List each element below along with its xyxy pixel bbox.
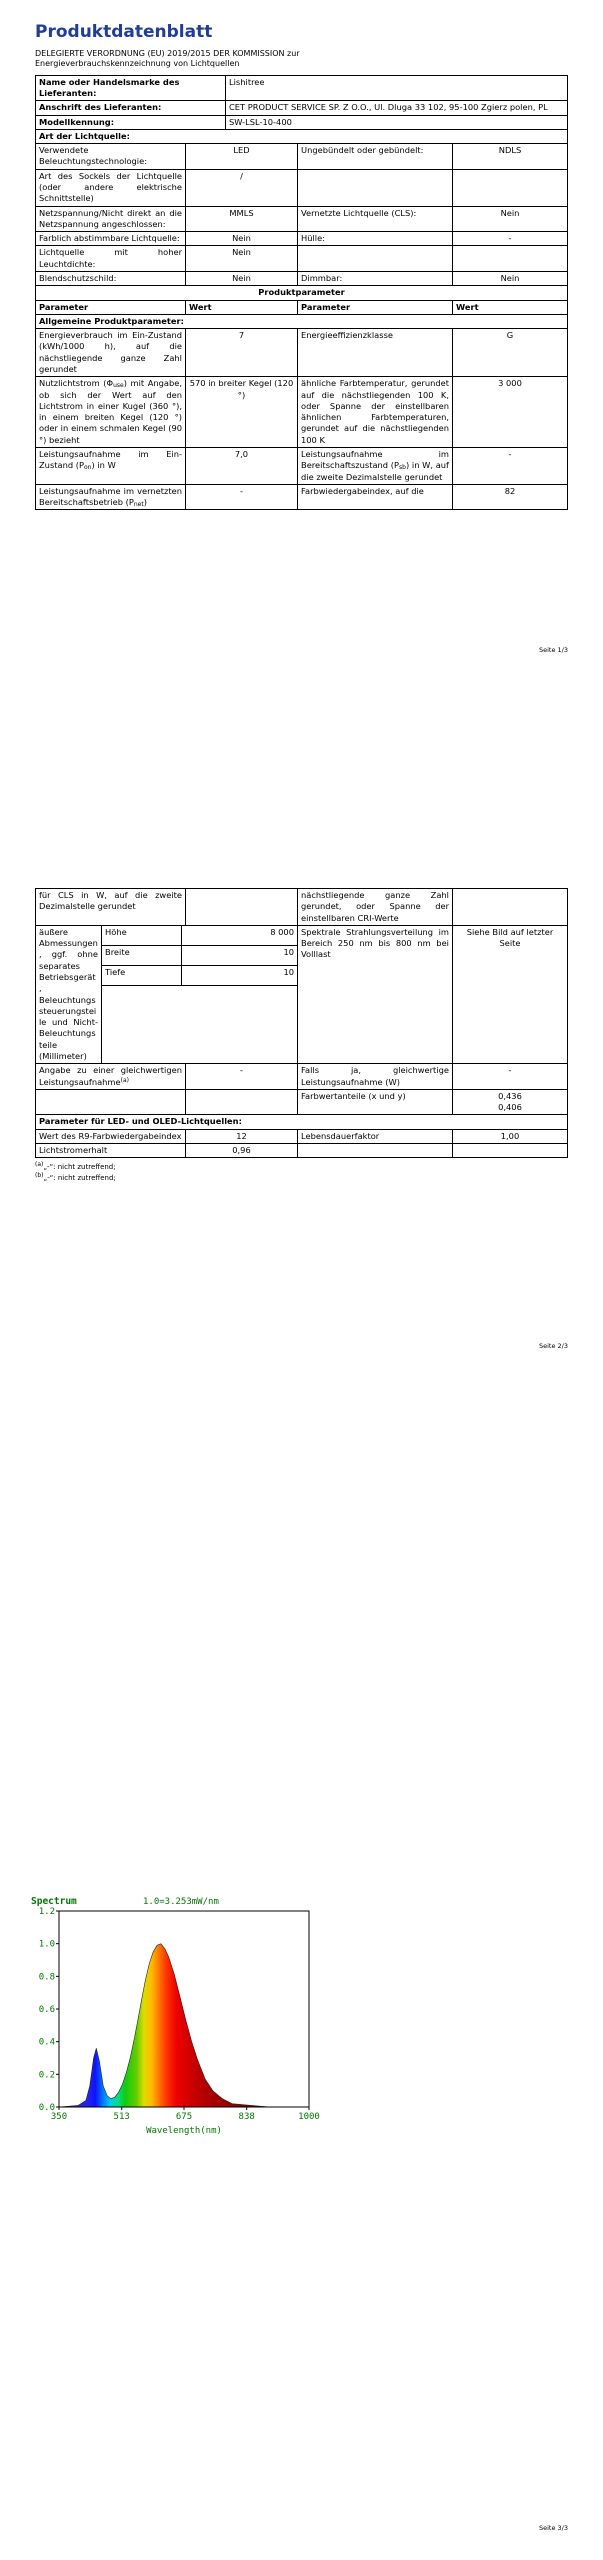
table-row (36, 115, 568, 129)
table-row (36, 1129, 568, 1143)
chromaticity-x: 0,436 (498, 1090, 522, 1101)
cri-value: 82 (453, 484, 568, 510)
model-label: Modellkennung: (36, 115, 226, 129)
equivalent-power-w-label: Falls ja, gleichwertige Leistungsaufnahme (W) (298, 1064, 453, 1090)
led-oled-header: Parameter für LED- und OLED-Lichtquellen: (36, 1115, 568, 1129)
empty-cell (186, 1089, 298, 1115)
x-axis-label: Wavelength(nm) (146, 2126, 222, 2136)
envelope-label: Hülle: (298, 232, 453, 246)
dimmable-label: Dimmbar: (298, 272, 453, 286)
chromaticity-y: 0,406 (498, 1102, 522, 1113)
empty-cell (298, 246, 453, 272)
chromaticity-value (453, 1089, 568, 1115)
svg-text:675: 675 (175, 2112, 193, 2122)
r9-index-label: Wert des R9-Farbwiedergabeindex (36, 1129, 186, 1143)
svg-text:513: 513 (113, 2112, 130, 2122)
table-row (36, 1143, 568, 1157)
spectral-distribution-label: Spektrale Strahlungsverteilung im Bereich 250 nm bis 800 nm bei Volllast (298, 925, 453, 1063)
regulation-line-2: Energieverbrauchskennzeichnung von Lichtquellen (35, 59, 240, 69)
technology-value: LED (186, 144, 298, 170)
svg-text:0.8: 0.8 (38, 1972, 55, 1983)
anti-glare-label: Blendschutzschild: (36, 272, 186, 286)
col-header-wert: Wert (186, 300, 298, 314)
height-value: 8 000 (182, 925, 298, 945)
svg-text:1.2: 1.2 (38, 1907, 55, 1917)
lumen-maintenance-label: Lichtstromerhalt (36, 1143, 186, 1157)
chromaticity-label: Farbwertanteile (x und y) (298, 1089, 453, 1115)
col-header-wert: Wert (453, 300, 568, 314)
socket-label: Art des Sockels der Lichtquelle (oder andere elektrische Schnittstelle) (36, 169, 186, 206)
technology-label: Verwendete Beleuchtungstechnologie: (36, 144, 186, 170)
table-row (36, 889, 568, 926)
table-row (36, 314, 568, 328)
energy-consumption-label: Energieverbrauch im Ein-Zustand (kWh/1000 h), auf die nächstliegende ganze Zahl gerundet (36, 329, 186, 377)
bundled-value: NDLS (453, 144, 568, 170)
address-label: Anschrift des Lieferanten: (36, 101, 226, 115)
table-row (36, 75, 568, 101)
table-row (36, 484, 568, 510)
width-label: Breite (102, 945, 182, 965)
page-1-footer: Seite 1/3 (538, 646, 568, 654)
svg-text:0.4: 0.4 (38, 2037, 55, 2048)
high-luminance-value: Nein (186, 246, 298, 272)
dimmable-value: Nein (453, 272, 568, 286)
table-row (36, 1064, 568, 1090)
page-2 (35, 888, 568, 1185)
r9-index-value: 12 (186, 1129, 298, 1143)
footnotes (35, 1162, 568, 1184)
spectral-distribution-value: Siehe Bild auf letzter Seite (453, 925, 568, 1063)
depth-label: Tiefe (102, 966, 182, 986)
footnote-b: $^{(b)}$„-“: nicht zutreffend; (35, 1172, 116, 1183)
svg-text:350: 350 (50, 2112, 68, 2122)
svg-text:0.2: 0.2 (38, 2070, 55, 2081)
table-row (36, 246, 568, 272)
table-row (36, 232, 568, 246)
svg-text:0.0: 0.0 (38, 2103, 55, 2113)
page-title: Produktdatenblatt (35, 22, 213, 42)
spectrum-curve (59, 1944, 309, 2107)
useful-flux-label: Nutzlichtstrom $(\Phi_{use})$ mit Angabe, ob sich der Wert auf den Lichtstrom in einer Kugel (360 °), in einem breiten Kegel (120 °) oder in einem schmalen Kegel (90 °) bezieht (36, 377, 186, 448)
network-standby-label-continued: für CLS in W, auf die zweite Dezimalstelle gerundet (36, 889, 186, 926)
tunable-value: Nein (186, 232, 298, 246)
empty-cell (453, 889, 568, 926)
cls-label: Vernetzte Lichtquelle (CLS): (298, 206, 453, 232)
empty-cell (186, 889, 298, 926)
table-row (36, 447, 568, 484)
empty-cell (102, 986, 298, 1064)
equivalent-power-label: Angabe zu einer gleichwertigen Leistungsaufnahme$^{(a)}$ (36, 1064, 186, 1090)
standby-power-label: Leistungsaufnahme im Bereitschaftszustand $(P_{sb})$ in W, auf die zweite Dezimalstelle gerundet (298, 447, 453, 484)
equivalent-power-value: - (186, 1064, 298, 1090)
page-1 (35, 22, 568, 510)
table-row (36, 101, 568, 115)
cct-value: 3 000 (453, 377, 568, 448)
table-row (36, 129, 568, 143)
lifetime-factor-value: 1,00 (453, 1129, 568, 1143)
standby-power-value: - (453, 447, 568, 484)
chart-annotation: 1.0=3.253mW/nm (143, 1897, 219, 1907)
svg-text:1.0: 1.0 (38, 1939, 55, 1950)
empty-cell (453, 1143, 568, 1157)
spectrum-chart (25, 1893, 325, 2141)
col-header-parameter: Parameter (36, 300, 186, 314)
network-standby-value: - (186, 484, 298, 510)
lumen-maintenance-value: 0,96 (186, 1143, 298, 1157)
empty-cell (453, 246, 568, 272)
useful-flux-value: 570 in breiter Kegel (120 °) (186, 377, 298, 448)
empty-cell (453, 169, 568, 206)
col-header-parameter: Parameter (298, 300, 453, 314)
width-value: 10 (182, 945, 298, 965)
anti-glare-value: Nein (186, 272, 298, 286)
empty-cell (298, 169, 453, 206)
page-2-footer: Seite 2/3 (538, 1342, 568, 1350)
table-row (36, 272, 568, 286)
chart-title: Spectrum (31, 1896, 77, 1907)
table-row (36, 144, 568, 170)
mains-label: Netzspannung/Nicht direkt an die Netzspannung angeschlossen: (36, 206, 186, 232)
tunable-label: Farblich abstimmbare Lichtquelle: (36, 232, 186, 246)
brand-value: Lishitree (226, 75, 568, 101)
footnote-a: $^{(a)}$„-“: nicht zutreffend; (35, 1161, 116, 1172)
equivalent-power-w-value: - (453, 1064, 568, 1090)
dimensions-label: äußere Abmessungen, ggf. ohne separates Betriebsgerät, Beleuchtungssteuerungsteile und Nicht-Beleuchtungsteile (Millimeter) (36, 925, 102, 1063)
table-row (36, 169, 568, 206)
mains-value: MMLS (186, 206, 298, 232)
energy-consumption-value: 7 (186, 329, 298, 377)
table-row (36, 1115, 568, 1129)
envelope-value: - (453, 232, 568, 246)
high-luminance-label: Lichtquelle mit hoher Leuchtdichte: (36, 246, 186, 272)
empty-cell (298, 1143, 453, 1157)
table-row (36, 377, 568, 448)
svg-text:838: 838 (238, 2112, 255, 2122)
power-on-label: Leistungsaufnahme im Ein-Zustand $(P_{on})$ in W (36, 447, 186, 484)
dimensions-table (35, 925, 568, 1064)
table-row (36, 206, 568, 232)
light-source-table (35, 129, 568, 510)
regulation-line-1: DELEGIERTE VERORDNUNG (EU) 2019/2015 DER KOMMISSION zur (35, 49, 300, 58)
svg-text:1000: 1000 (298, 2112, 320, 2122)
table-row (36, 329, 568, 377)
energy-class-label: Energieeffizienzklasse (298, 329, 453, 377)
address-value: CET PRODUCT SERVICE SP. Z O.O., Ul. Dluga 33 102, 95-100 Zgierz polen, PL (226, 101, 568, 115)
table-row (36, 300, 568, 314)
product-parameters-header: Produktparameter (36, 286, 568, 300)
depth-value: 10 (182, 966, 298, 986)
table-row (36, 925, 568, 945)
empty-cell (36, 1089, 186, 1115)
bundled-label: Ungebündelt oder gebündelt: (298, 144, 453, 170)
power-on-value: 7,0 (186, 447, 298, 484)
brand-label: Name oder Handelsmarke des Lieferanten: (36, 75, 226, 101)
regulation-text (35, 49, 568, 70)
table-row (36, 286, 568, 300)
socket-value: / (186, 169, 298, 206)
general-parameters-header: Allgemeine Produktparameter: (36, 314, 568, 328)
lifetime-factor-label: Lebensdauerfaktor (298, 1129, 453, 1143)
table-row (36, 1089, 568, 1115)
svg-text:0.6: 0.6 (38, 2005, 55, 2015)
network-standby-label: Leistungsaufnahme im vernetzten Bereitschaftsbetrieb $(P_{net})$ (36, 484, 186, 510)
height-label: Höhe (102, 925, 182, 945)
light-source-type-header: Art der Lichtquelle: (36, 129, 568, 143)
cls-value: Nein (453, 206, 568, 232)
supplier-table (35, 75, 568, 130)
cri-label: Farbwiedergabeindex, auf die (298, 484, 453, 510)
continuation-table (35, 888, 568, 926)
page-3-footer: Seite 3/3 (538, 2524, 568, 2532)
cct-label: ähnliche Farbtemperatur, gerundet auf die nächstliegenden 100 K, oder Spanne der einstellbaren ähnlichen Farbtemperaturen, gerundet auf die nächstliegenden 100 K (298, 377, 453, 448)
model-value: SW-LSL-10-400 (226, 115, 568, 129)
energy-class-value: G (453, 329, 568, 377)
led-parameters-table (35, 1063, 568, 1158)
cri-label-continued: nächstliegende ganze Zahl gerundet, oder Spanne der einstellbaren CRI-Werte (298, 889, 453, 926)
